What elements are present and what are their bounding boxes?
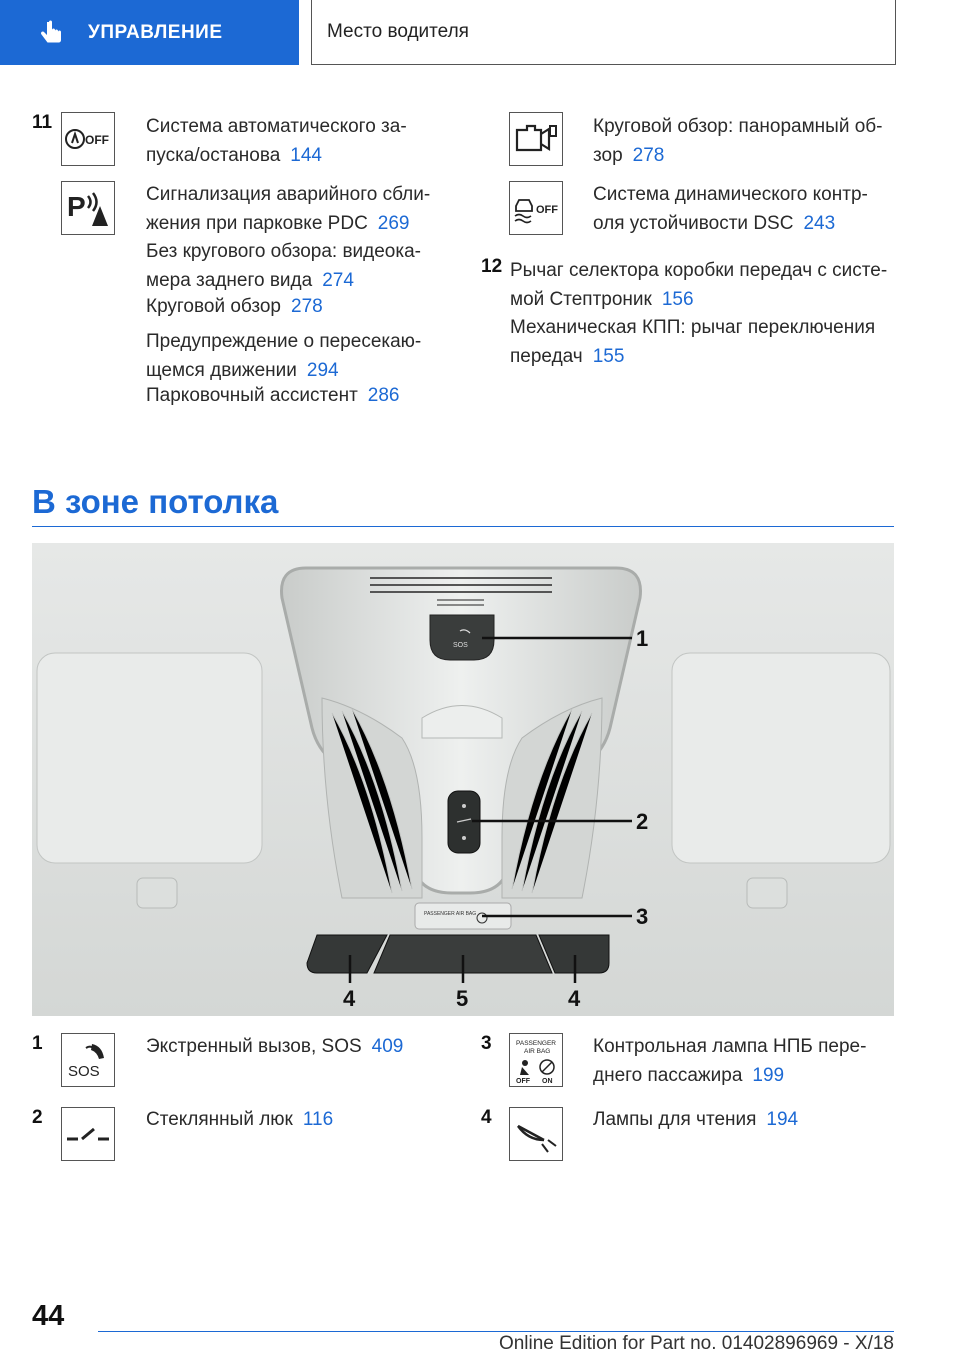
header-section [311, 0, 896, 65]
pdc-entry-5-page-link[interactable]: 286 [367, 385, 400, 406]
item12-text: Рычаг селектора коробки передач с систе- мой Стептроник [510, 260, 888, 310]
item12-manual-entry [510, 313, 895, 371]
panorama-camera-icon [509, 112, 563, 166]
airbag-icon [509, 1033, 563, 1087]
panorama-page-link[interactable]: 278 [632, 145, 665, 166]
header-section-label: Место водителя [327, 21, 469, 42]
legend-number-1: 1 [32, 1033, 43, 1054]
legend-entry-1 [146, 1032, 446, 1061]
dsc-off-icon [509, 181, 563, 235]
sunroof-icon [61, 1107, 115, 1161]
sos-icon [61, 1033, 115, 1087]
legend-entry-1-text: Экстренный вызов, SOS [146, 1036, 362, 1057]
pdc-entry-5-text: Парковочный ассистент [146, 385, 358, 406]
pdc-entry-1-page-link[interactable]: 269 [377, 213, 410, 234]
dsc-page-link[interactable]: 243 [803, 213, 836, 234]
airbag-icon-line-1: PASSENGER [516, 1040, 556, 1047]
airbag-off-label: OFF [516, 1078, 530, 1085]
item11-page-link[interactable]: 144 [290, 145, 322, 166]
footer-edition-text: Online Edition for Part no. 01402896969 - X/18 [498, 1333, 894, 1354]
hand-pointer-icon [36, 18, 66, 48]
legend-number-4: 4 [481, 1107, 492, 1128]
pdc-entry-5 [146, 381, 446, 410]
callout-2: 2 [636, 809, 649, 834]
legend-entry-2-text: Стеклянный люк [146, 1109, 293, 1130]
pdc-icon [61, 181, 115, 235]
callout-4-right: 4 [568, 986, 581, 1011]
panorama-text: Круговой обзор: панорамный об- зор [593, 116, 883, 166]
item11-text: Система автоматического за- пуска/останова [146, 116, 407, 166]
legend-entry-3 [593, 1032, 893, 1090]
item12-manual-text: Механическая КПП: рычаг переключения передач [510, 317, 876, 367]
legend-entry-2-page-link[interactable]: 116 [302, 1109, 334, 1130]
item12-manual-page-link[interactable]: 155 [592, 346, 625, 367]
airbag-strip-label: PASSENGER AIR BAG [424, 911, 477, 917]
svg-text:OFF: OFF [536, 204, 558, 216]
legend-entry-3-page-link[interactable]: 199 [752, 1065, 785, 1086]
dsc-entry [593, 180, 893, 238]
page-number: 44 [32, 1300, 65, 1332]
legend-entry-4-text: Лампы для чтения [593, 1109, 757, 1130]
sos-icon-label: SOS [68, 1063, 100, 1080]
callout-5: 5 [456, 986, 469, 1011]
item11-entry [146, 112, 446, 170]
pdc-entry-4 [146, 327, 446, 385]
legend-entry-2 [146, 1105, 446, 1134]
callout-3: 3 [636, 904, 649, 929]
header-tab[interactable] [0, 0, 299, 65]
header-tab-label: УПРАВЛЕНИЕ [88, 21, 223, 43]
legend-entry-1-page-link[interactable]: 409 [371, 1036, 404, 1057]
section-divider [32, 526, 894, 527]
svg-text:OFF: OFF [85, 133, 109, 147]
pdc-entry-4-page-link[interactable]: 294 [306, 360, 339, 381]
legend-entry-3-text: Контрольная лампа НПБ пере- днего пассажира [593, 1036, 867, 1086]
legend-number-2: 2 [32, 1107, 43, 1128]
airbag-icon-line-2: AIR BAG [524, 1048, 551, 1055]
pdc-entry-2 [146, 237, 446, 295]
airbag-on-label: ON [542, 1078, 553, 1085]
pdc-entry-2-page-link[interactable]: 274 [322, 270, 354, 291]
dsc-text: Система динамического контр- оля устойчивости DSC [593, 184, 868, 234]
item-number-11: 11 [32, 112, 53, 133]
footer-divider [98, 1331, 894, 1332]
pdc-entry-2-text: Без кругового обзора: видеока- мера заднего вида [146, 241, 421, 291]
pdc-entry-4-text: Предупреждение о пересекаю- щемся движении [146, 331, 422, 381]
legend-number-3: 3 [481, 1033, 492, 1054]
svg-text:P: P [67, 191, 86, 222]
ceiling-console-photo [32, 543, 894, 1016]
panorama-entry [593, 112, 893, 170]
auto-start-stop-off-icon [61, 112, 115, 166]
legend-entry-4 [593, 1105, 893, 1134]
item12-page-link[interactable]: 156 [661, 289, 694, 310]
legend-entry-4-page-link[interactable]: 194 [766, 1109, 799, 1130]
sos-button-label: SOS [453, 642, 468, 649]
pdc-entry-3-text: Круговой обзор [146, 296, 282, 317]
pdc-entry-3-page-link[interactable]: 278 [291, 296, 323, 317]
section-title: В зоне потолка [32, 483, 279, 520]
pdc-entry-1-text: Сигнализация аварийного сбли- жения при парковке PDC [146, 184, 431, 234]
callout-4-left: 4 [343, 986, 356, 1011]
pdc-entry-1 [146, 180, 446, 238]
item12-entry [510, 256, 895, 314]
reading-lamp-icon [509, 1107, 563, 1161]
callout-1: 1 [636, 626, 649, 651]
pdc-entry-3 [146, 292, 446, 321]
item-number-12: 12 [481, 256, 503, 277]
